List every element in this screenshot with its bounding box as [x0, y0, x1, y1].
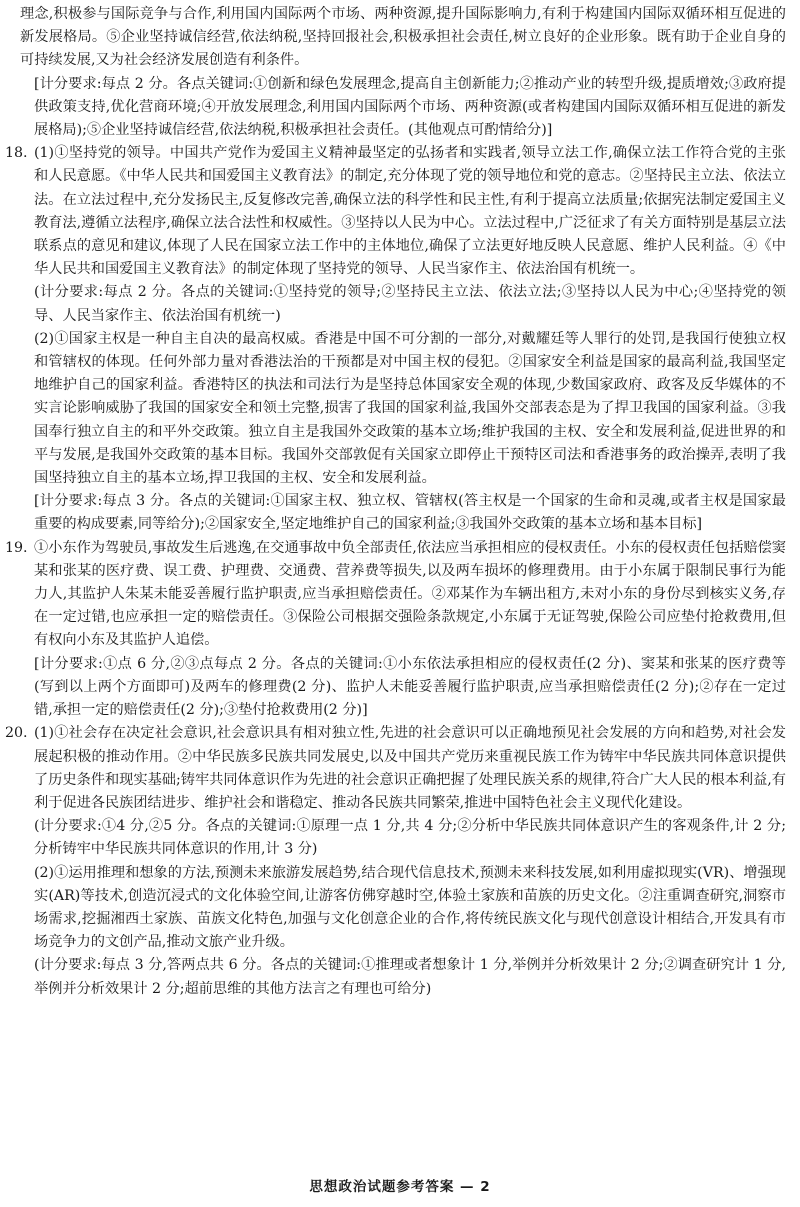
q18-part1-answer: (1)①坚持党的领导。中国共产党作为爱国主义精神最坚定的弘扬者和实践者,领导立法工作,确保立法工作符合党的主张和人民意愿。《中华人民共和国爱国主义教育法》的制定,充分体现了党的领导地位和党的意志。②坚持民主立法、依法立法。在立法过程中,充分发扬民主,反复修改完善,确保立法的科学性和民主性,有利于提高立法质量;依据宪法制定爱国主义教育法,遵循立法程序,确保立法合法性和权威性。③坚持以人民为中心。立法过程中,广泛征求了有关方面特别是基层立法联系点的意见和建议,体现了人民在国家立法工作中的主体地位,确保了立法更好地反映人民意愿、维护人民利益。④《中华人民共和国爱国主义教育法》的制定体现了坚持党的领导、人民当家作主、依法治国有机统一。: [34, 145, 786, 278]
q19-answer: ①小东作为驾驶员,事故发生后逃逸,在交通事故中负全部责任,依法应当承担相应的侵权责任。小东的侵权责任包括赔偿窦某和张某的医疗费、误工费、护理费、交通费、营养费等损失,以及两车损坏的修理费用。由于小东属于限制民事行为能力人,其监护人朱某未能妥善履行监护职责,应当承担赔偿责任。②邓某作为车辆出租方,未对小东的身份尽到核实义务,存在一定过错,也应承担一定的赔偿责任。③保险公司根据交强险条款规定,小东属于无证驾驶,保险公司应垫付抢救费用,但有权向小东及其监护人追偿。: [34, 539, 786, 649]
question-number: 19.: [5, 539, 28, 556]
q20-part1-answer: (1)①社会存在决定社会意识,社会意识具有相对独立性,先进的社会意识可以正确地预见社会发展的方向和趋势,对社会发展起积极的推动作用。②中华民族多民族共同发展史,以及中国共产党历来重视民族工作为铸牢中华民族共同体意识提供了历史条件和现实基础;铸牢共同体意识作为先进的社会意识正确把握了处理民族关系的规律,符合广大人民的根本利益,有利于促进各民族团结进步、维护社会和谐稳定、推动各民族共同繁荣,推进中国特色社会主义现代化建设。: [34, 725, 786, 811]
q18-part2-answer: (2)①国家主权是一种自主自决的最高权威。香港是中国不可分割的一部分,对戴耀廷等人罪行的处罚,是我国行使独立权和管辖权的体现。任何外部力量对香港法治的干预都是对中国主权的侵犯。②国家安全利益是国家的最高利益,我国坚定地维护自己的国家利益。香港特区的执法和司法行为是坚持总体国家安全观的体现,少数国家政府、政客及反华媒体的不实言论影响威胁了我国的国家安全和领土完整,损害了我国的国家利益,我国外交部表态是为了捍卫我国的国家利益。③我国奉行独立自主的和平外交政策。独立自主是我国外交政策的基本立场;维护我国的主权、安全和发展利益,促进世界的和平与发展,是我国外交政策的基本目标。我国外交部敦促有关国家立即停止干预特区司法和香港事务的政治操弄,表明了我国坚持独立自主的基本立场,捍卫我国的主权、安全和发展利益。: [34, 330, 786, 487]
question-18: [5, 142, 786, 536]
q20-part1-scoring: (计分要求:①4 分,②5 分。各点的关键词:①原理一点 1 分,共 4 分;②分析中华民族共同体意识产生的客观条件,计 2 分;分析铸牢中华民族共同体意识的作用,计 3 分): [34, 818, 786, 858]
q20-part2-scoring: (计分要求:每点 3 分,答两点共 6 分。各点的关键词:①推理或者想象计 1 分,举例并分析效果计 2 分;②调查研究计 1 分,举例并分析效果计 2 分;超前思维的其他方法言之有理也可给分): [34, 957, 786, 997]
page-footer: 思想政治试题参考答案 — 2: [309, 1179, 491, 1195]
q18-part1-scoring: (计分要求:每点 2 分。各点的关键词:①坚持党的领导;②坚持民主立法、依法立法;③坚持以人民为中心;④坚持党的领导、人民当家作主、依法治国有机统一): [34, 284, 786, 324]
answer-sheet-page: [5, 3, 786, 1001]
intro-answer-text: 理念,积极参与国际竞争与合作,利用国内国际两个市场、两种资源,提升国际影响力,有利于构建国内国际双循环相互促进的新发展格局。⑤企业坚持诚信经营,依法纳税,坚持回报社会,积极承担社会责任,树立良好的企业形象。既有助于企业自身的可持续发展,又为社会经济发展创造有利条件。: [20, 6, 786, 69]
q20-part2-answer: (2)①运用推理和想象的方法,预测未来旅游发展趋势,结合现代信息技术,预测未来科技发展,如利用虚拟现实(VR)、增强现实(AR)等技术,创造沉浸式的文化体验空间,让游客仿佛穿越时空,体验土家族和苗族的历史文化。②注重调查研究,洞察市场需求,挖掘湘西土家族、苗族文化特色,加强与文化创意企业的合作,将传统民族文化与现代创意设计相结合,开发具有市场竞争力的文创产品,推动文旅产业升级。: [34, 864, 786, 951]
q18-part2-scoring: [计分要求:每点 3 分。各点的关键词:①国家主权、独立权、管辖权(答主权是一个国家的生命和灵魂,或者主权是国家最重要的构成要素,同等给分);②国家安全,坚定地维护自己的国家利益;③我国外交政策的基本立场和基本目标]: [34, 493, 786, 533]
question-19: [5, 537, 786, 723]
q19-scoring: [计分要求:①点 6 分,②③点每点 2 分。各点的关键词:①小东依法承担相应的侵权责任(2 分)、窦某和张某的医疗费等(写到以上两个方面即可)及两车的修理费(2 分)、监护人未能妥善履行监护职责,应当承担赔偿责任(2 分);②存在一定过错,承担一定的赔偿责任(2 分);③垫付抢救费用(2 分)]: [34, 655, 786, 719]
question-20: [5, 722, 786, 1000]
intro-scoring-note: [计分要求:每点 2 分。各点关键词:①创新和绿色发展理念,提高自主创新能力;②推动产业的转型升级,提质增效;③政府提供政策支持,优化营商环境;④开放发展理念,利用国内国际两个市场、两种资源(或者构建国内国际双循环相互促进的新发展格局);⑤企业坚持诚信经营,依法纳税,积极承担社会责任。(其他观点可酌情给分)]: [34, 75, 786, 139]
question-number: 20.: [5, 725, 28, 742]
question-number: 18.: [5, 145, 28, 162]
